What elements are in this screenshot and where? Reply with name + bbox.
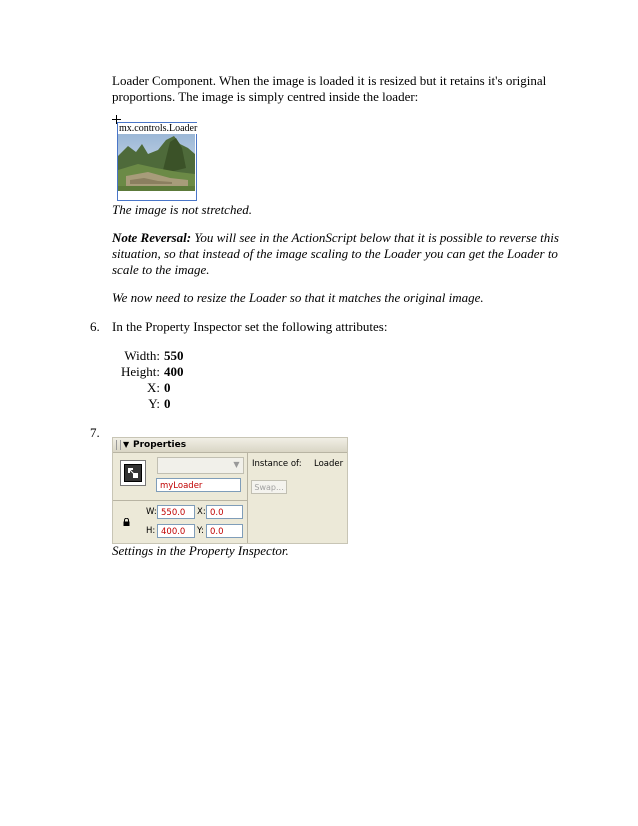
caption-not-stretched: The image is not stretched. (112, 202, 252, 217)
step-6-number: 6. (90, 319, 100, 334)
attribute-width (112, 348, 184, 364)
y-label: Y: (197, 526, 204, 536)
component-symbol-icon (120, 460, 146, 486)
property-inspector-header[interactable] (113, 438, 347, 453)
panel-title: Properties (133, 440, 187, 450)
note-text-1: You will see in the ActionScript below that it is possible to reverse this (191, 230, 559, 245)
intro-line-2: proportions. The image is simply centred inside the loader: (112, 89, 419, 104)
step-6-text: In the Property Inspector set the following attributes: (112, 319, 388, 334)
component-glyph-icon (125, 465, 141, 481)
loader-class-label: mx.controls.Loader (119, 123, 198, 134)
y-input[interactable]: 0.0 (206, 524, 243, 538)
machu-picchu-photo (118, 134, 195, 191)
panel-divider (247, 453, 248, 543)
property-inspector-panel (112, 437, 348, 544)
intro-line-1: Loader Component. When the image is loaded it is resized but it retains it's original (112, 73, 547, 88)
attribute-value: 550 (164, 348, 184, 363)
component-symbol-icon-inner (124, 464, 142, 482)
note-label: Note Reversal: (112, 230, 192, 245)
attribute-y (112, 396, 171, 412)
swap-button[interactable]: Swap... (251, 480, 287, 494)
instance-of-value: Loader (314, 459, 344, 469)
attribute-value: 400 (164, 364, 184, 379)
width-input[interactable]: 550.0 (157, 505, 195, 519)
attribute-value: 0 (164, 396, 171, 411)
resize-text: We now need to resize the Loader so that it matches the original image. (112, 290, 484, 305)
attribute-height (112, 364, 184, 380)
note-line-2: situation, so that instead of the image scaling to the Loader you can get the Loader to (112, 246, 558, 261)
x-input[interactable]: 0.0 (206, 505, 243, 519)
attribute-label: Height: (121, 364, 160, 379)
attribute-value: 0 (164, 380, 171, 395)
symbol-behavior-dropdown[interactable] (157, 457, 244, 474)
height-label: H: (146, 526, 156, 536)
attribute-label: Width: (124, 348, 160, 363)
instance-name-input[interactable]: myLoader (156, 478, 241, 492)
panel-grip-icon[interactable] (116, 440, 121, 450)
note-line-3: scale to the image. (112, 262, 210, 277)
width-label: W: (146, 507, 157, 517)
panel-divider (113, 500, 247, 501)
attribute-x (112, 380, 171, 396)
lock-icon[interactable] (123, 518, 130, 526)
caption-settings: Settings in the Property Inspector. (112, 543, 289, 558)
note-line-1 (112, 230, 559, 246)
x-label: X: (197, 507, 206, 517)
step-7-number: 7. (90, 425, 100, 440)
instance-of-label: Instance of: (252, 459, 302, 469)
attribute-label: X: (147, 380, 160, 395)
height-input[interactable]: 400.0 (157, 524, 195, 538)
chevron-down-icon: ▼ (233, 460, 240, 469)
attribute-label: Y: (148, 396, 160, 411)
collapse-triangle-icon[interactable]: ▼ (123, 440, 130, 449)
